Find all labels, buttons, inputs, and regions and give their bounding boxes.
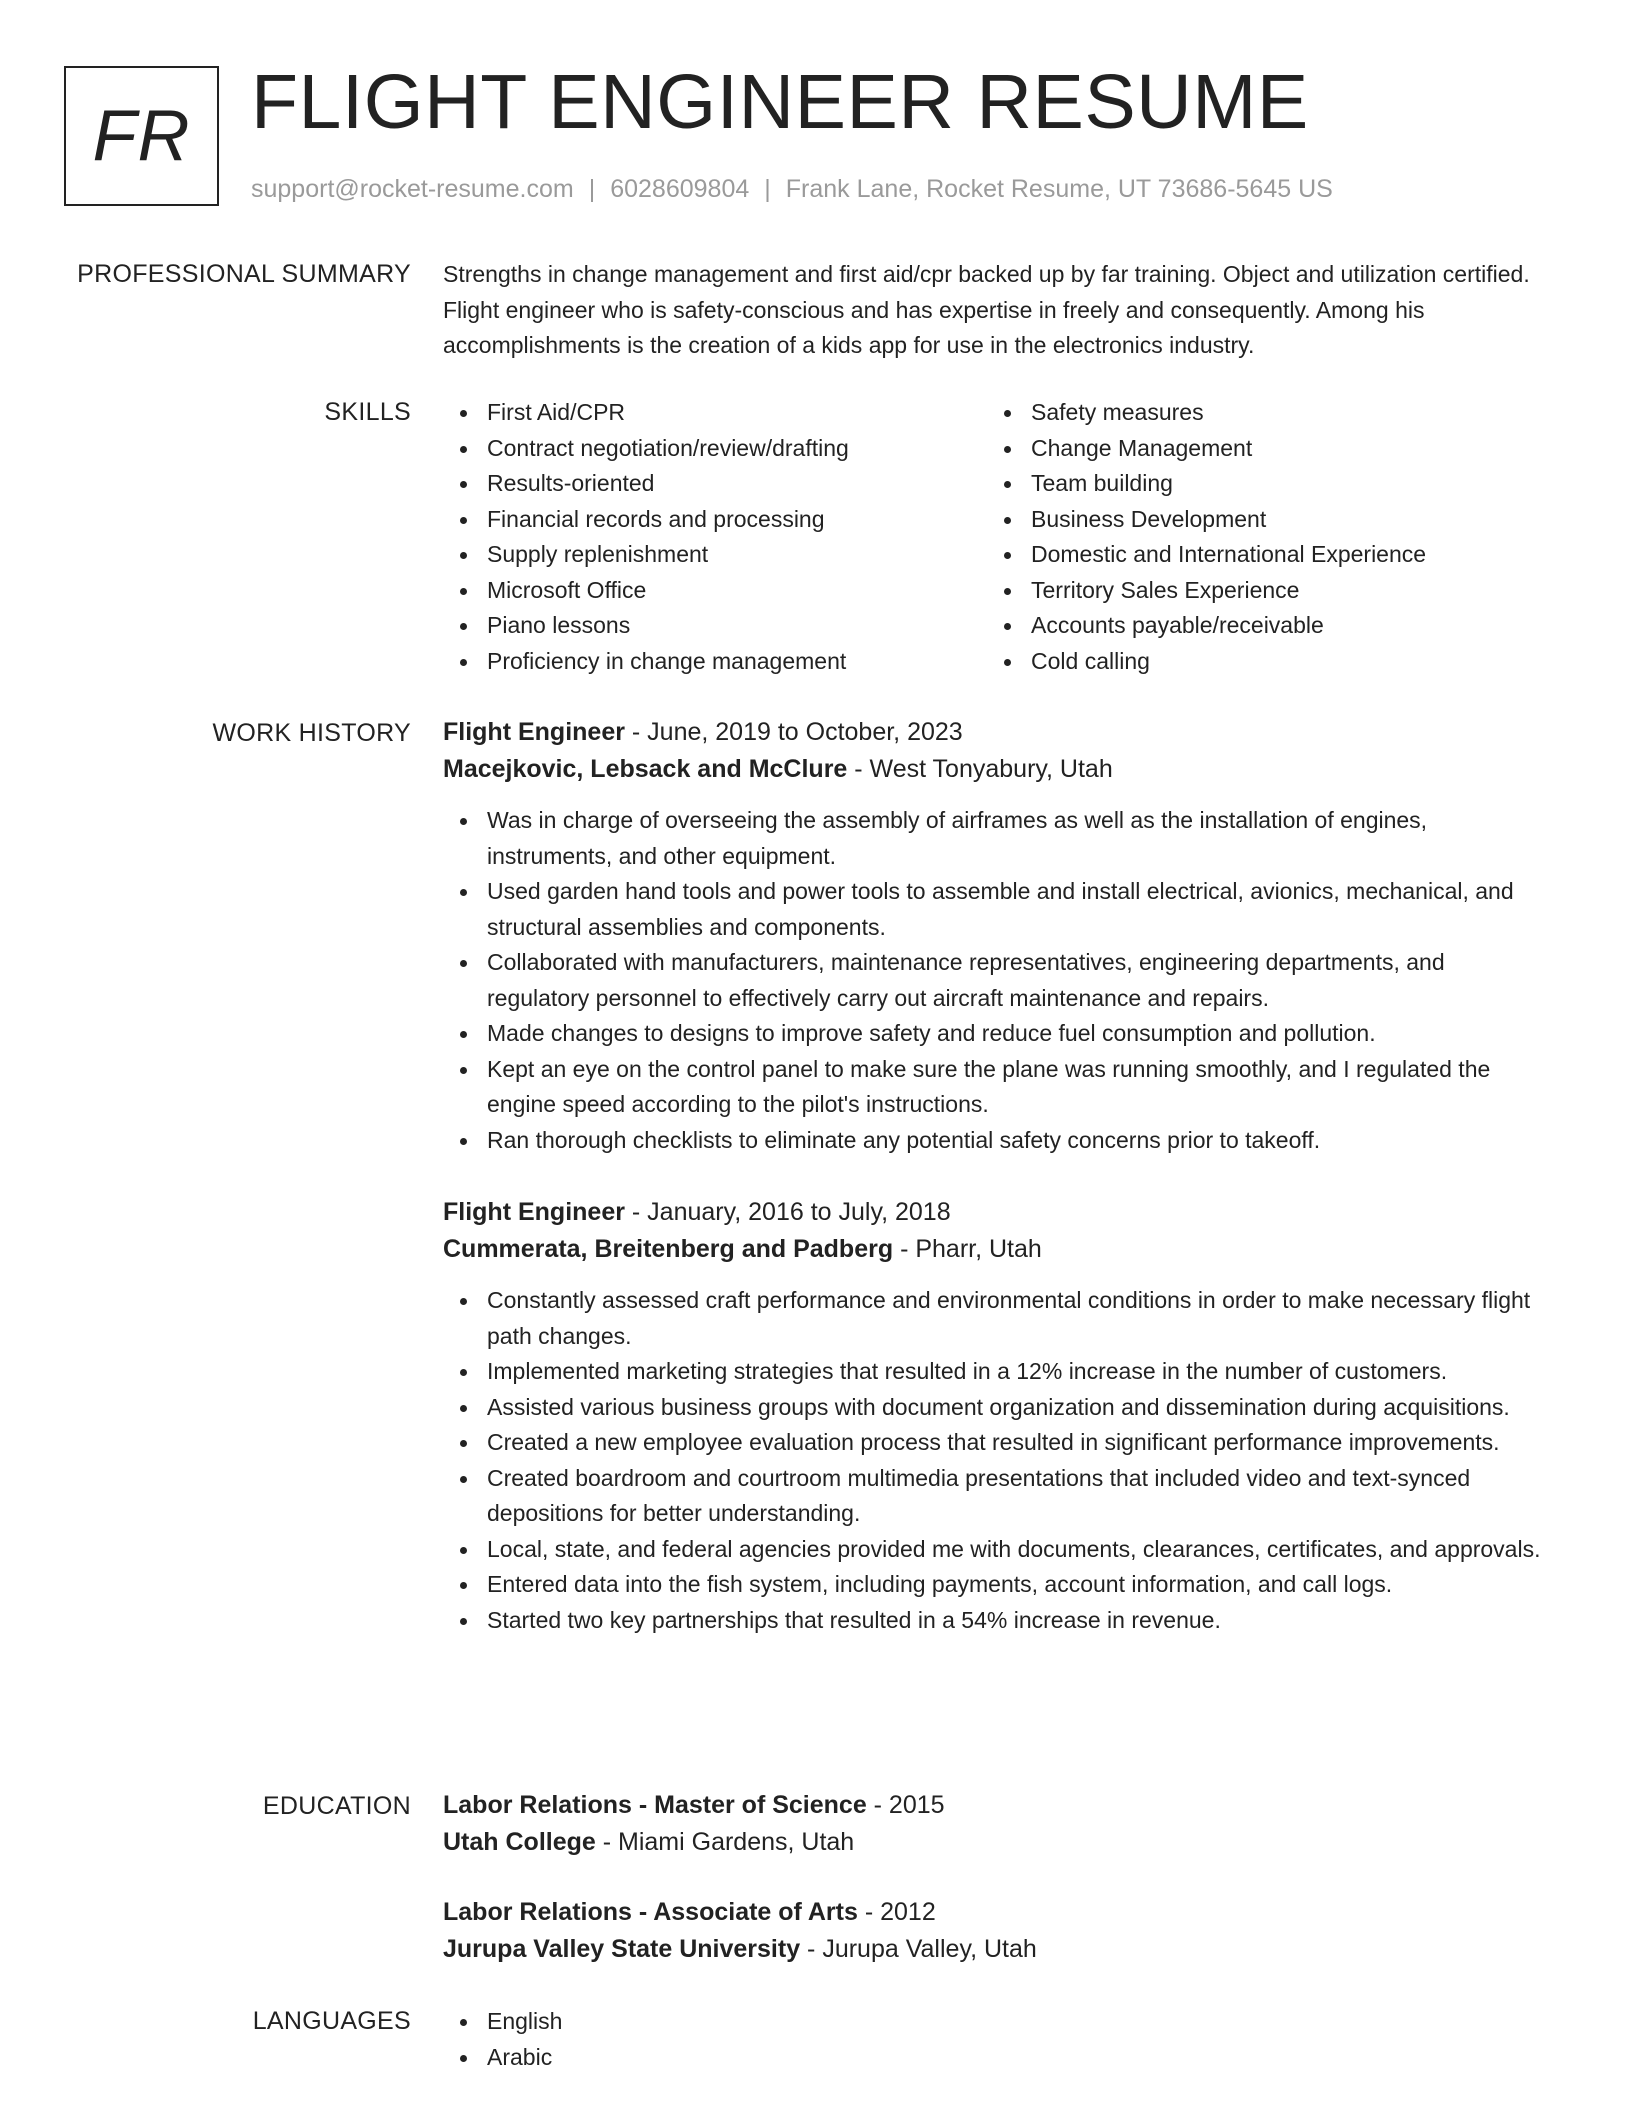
job-company-line (443, 751, 1553, 788)
list-item: Constantly assessed craft performance and environmental conditions in order to make necessary flight path changes. (443, 1283, 1553, 1354)
job-dates: - June, 2019 to October, 2023 (624, 718, 963, 746)
job-company: Cummerata, Breitenberg and Padberg (443, 1235, 894, 1263)
job-company: Macejkovic, Lebsack and McClure (443, 755, 848, 783)
list-item: First Aid/CPR (443, 395, 987, 431)
summary-text: Strengths in change management and first aid/cpr backed up by far training. Object and utilization certified. Flight engineer who is safety-conscious and has expertise in freely and consequently. Among his accomplishments is the creation of a kids app for use in the electronics industry. (443, 261, 1530, 358)
list-item: Created boardroom and courtroom multimedia presentations that included video and text-synced depositions for better understanding. (443, 1461, 1553, 1532)
job-company-line (443, 1231, 1553, 1268)
skills-body (443, 395, 1553, 679)
job-location: - West Tonyabury, Utah (847, 755, 1113, 783)
education-heading: EDUCATION (262, 1792, 411, 1820)
education-degree: Labor Relations - Master of Science (443, 1791, 867, 1819)
education-entry (443, 1787, 1553, 1861)
contact-line (251, 172, 1333, 206)
job-duties-list (443, 1283, 1553, 1638)
list-item: Supply replenishment (443, 537, 987, 573)
list-item: Domestic and International Experience (987, 537, 1531, 573)
contact-separator: | (588, 175, 596, 203)
list-item: Piano lessons (443, 608, 987, 644)
contact-phone[interactable]: 6028609804 (610, 175, 750, 203)
list-item: English (443, 2004, 1553, 2040)
list-item: Territory Sales Experience (987, 573, 1531, 609)
job-title-line (443, 1194, 1553, 1231)
job-title: Flight Engineer (443, 718, 625, 746)
page-title: FLIGHT ENGINEER RESUME (251, 59, 1309, 145)
education-school: Utah College (443, 1828, 596, 1856)
job-duties-list (443, 803, 1553, 1158)
education-school-line (443, 1824, 1553, 1861)
contact-email[interactable]: support@rocket-resume.com (251, 175, 574, 203)
education-location: - Miami Gardens, Utah (595, 1828, 855, 1856)
list-item: Contract negotiation/review/drafting (443, 431, 987, 467)
contact-address: Frank Lane, Rocket Resume, UT 73686-5645 US (785, 175, 1333, 203)
job-entry (443, 1194, 1553, 1638)
list-item: Results-oriented (443, 466, 987, 502)
job-entry (443, 714, 1553, 1158)
job-title: Flight Engineer (443, 1198, 625, 1226)
education-school-line (443, 1931, 1553, 1968)
list-item: Started two key partnerships that resulted in a 54% increase in revenue. (443, 1603, 1553, 1639)
skills-list-right (987, 395, 1531, 679)
list-item: Created a new employee evaluation process that resulted in significant performance improvements. (443, 1425, 1553, 1461)
list-item: Implemented marketing strategies that resulted in a 12% increase in the number of customers. (443, 1354, 1553, 1390)
languages-list (443, 2004, 1553, 2075)
education-entry (443, 1894, 1553, 1968)
summary-body (443, 257, 1553, 364)
education-degree-line (443, 1894, 1553, 1931)
skills-heading: SKILLS (324, 398, 411, 426)
list-item: Entered data into the fish system, including payments, account information, and call logs. (443, 1567, 1553, 1603)
list-item: Local, state, and federal agencies provided me with documents, clearances, certificates, and approvals. (443, 1532, 1553, 1568)
languages-heading: LANGUAGES (252, 2007, 411, 2035)
list-item: Was in charge of overseeing the assembly of airframes as well as the installation of engines, instruments, and other equipment. (443, 803, 1553, 874)
languages-body (443, 2004, 1553, 2075)
job-location: - Pharr, Utah (893, 1235, 1042, 1263)
list-item: Cold calling (987, 644, 1531, 680)
list-item: Microsoft Office (443, 573, 987, 609)
contact-separator: | (764, 175, 771, 203)
list-item: Accounts payable/receivable (987, 608, 1531, 644)
list-item: Safety measures (987, 395, 1531, 431)
list-item: Business Development (987, 502, 1531, 538)
education-degree-line (443, 1787, 1553, 1824)
education-year: - 2015 (866, 1791, 945, 1819)
job-dates: - January, 2016 to July, 2018 (624, 1198, 951, 1226)
monogram-logo (64, 66, 219, 206)
education-location: - Jurupa Valley, Utah (800, 1935, 1037, 1963)
skills-list-left (443, 395, 987, 679)
list-item: Kept an eye on the control panel to make sure the plane was running smoothly, and I regulated the engine speed according to the pilot's instructions. (443, 1052, 1553, 1123)
list-item: Collaborated with manufacturers, maintenance representatives, engineering departments, and regulatory personnel to effectively carry out aircraft maintenance and repairs. (443, 945, 1553, 1016)
list-item: Assisted various business groups with document organization and dissemination during acquisitions. (443, 1390, 1553, 1426)
education-school: Jurupa Valley State University (443, 1935, 801, 1963)
summary-heading: PROFESSIONAL SUMMARY (77, 260, 411, 288)
list-item: Ran thorough checklists to eliminate any potential safety concerns prior to takeoff. (443, 1123, 1553, 1159)
list-item: Change Management (987, 431, 1531, 467)
list-item: Team building (987, 466, 1531, 502)
work-history-body (443, 714, 1553, 1638)
list-item: Arabic (443, 2040, 1553, 2076)
list-item: Made changes to designs to improve safety and reduce fuel consumption and pollution. (443, 1016, 1553, 1052)
work-history-heading: WORK HISTORY (212, 719, 411, 747)
job-title-line (443, 714, 1553, 751)
monogram-initials: FR (92, 96, 191, 176)
education-body (443, 1787, 1553, 1968)
education-year: - 2012 (857, 1898, 936, 1926)
list-item: Proficiency in change management (443, 644, 987, 680)
list-item: Used garden hand tools and power tools to assemble and install electrical, avionics, mechanical, and structural assemblies and components. (443, 874, 1553, 945)
list-item: Financial records and processing (443, 502, 987, 538)
education-degree: Labor Relations - Associate of Arts (443, 1898, 858, 1926)
